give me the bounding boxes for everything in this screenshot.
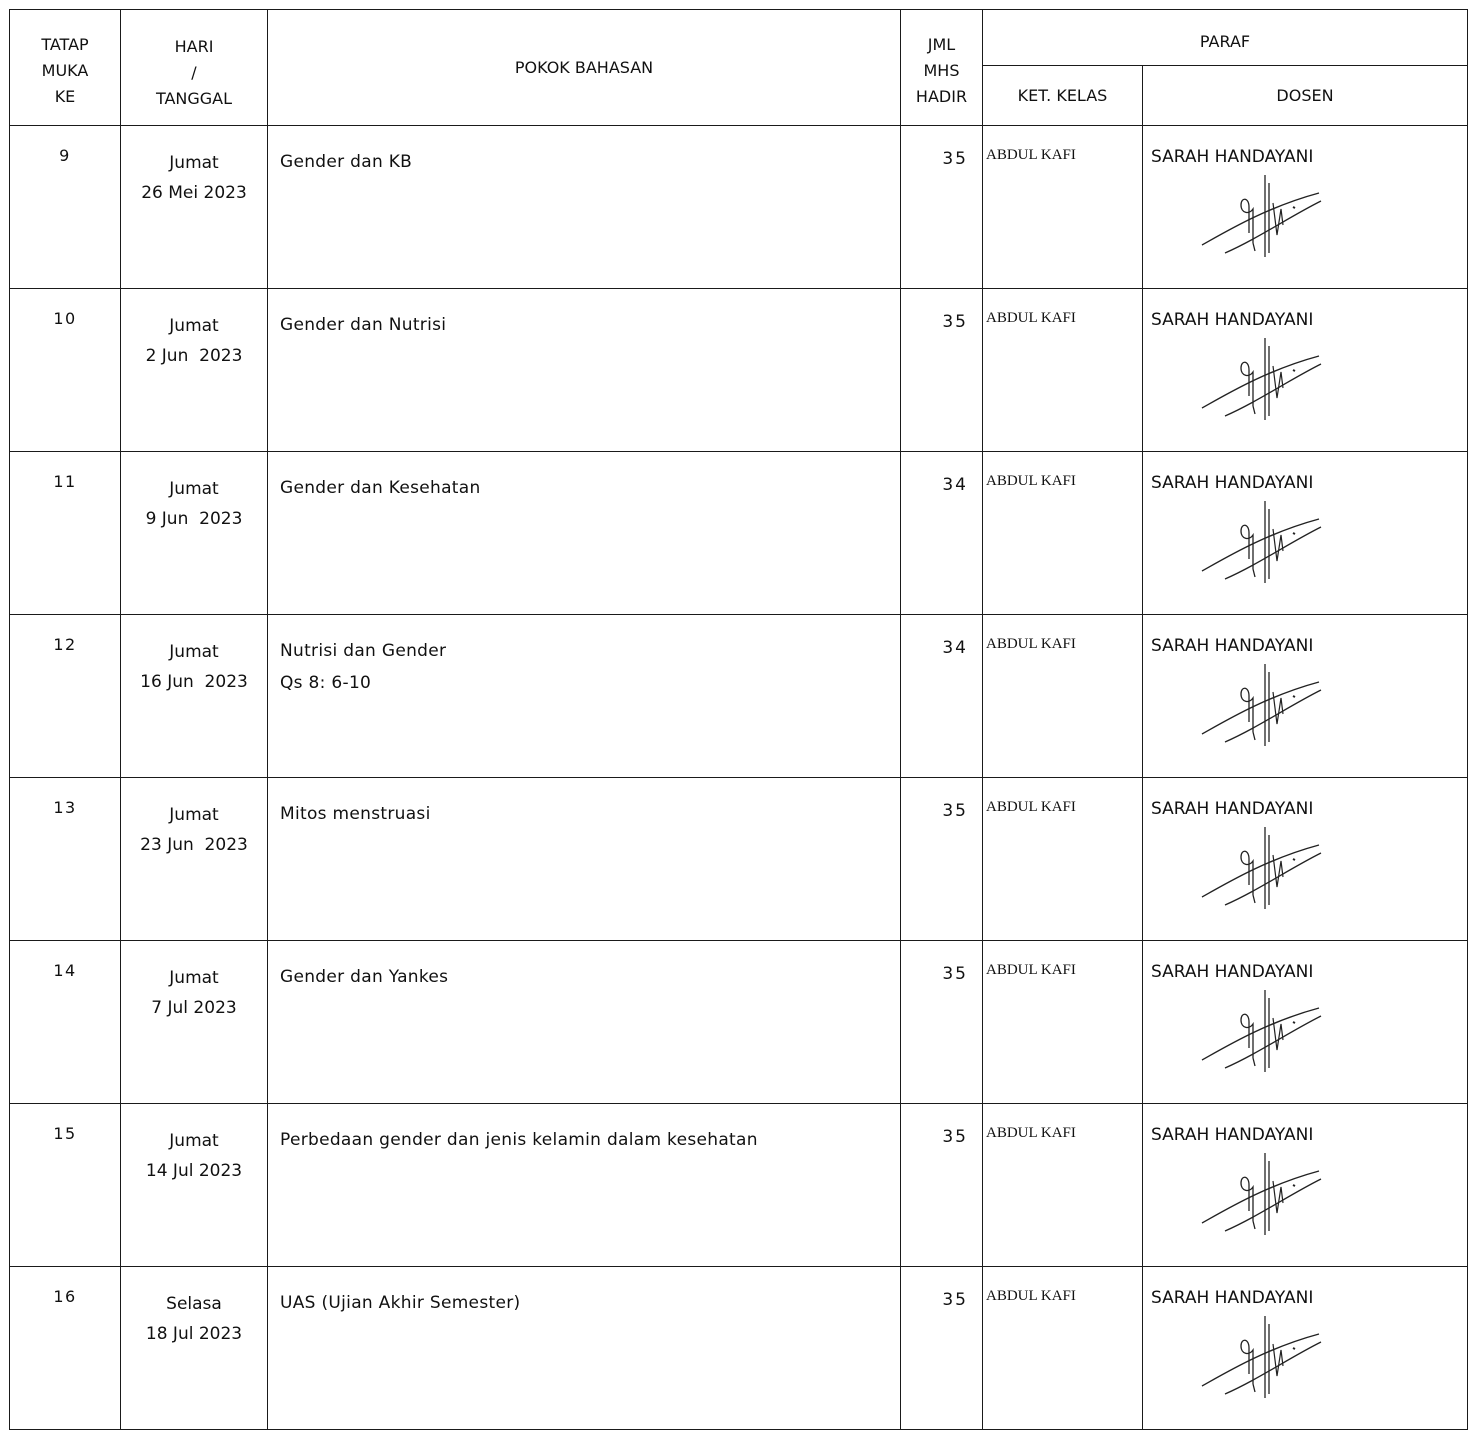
attendance-count-text: 35 bbox=[942, 312, 968, 332]
attendance-count bbox=[901, 126, 983, 289]
lecturer-name: SARAH HANDAYANI bbox=[1151, 310, 1314, 330]
header-date-line3: TANGGAL bbox=[155, 89, 233, 108]
lecturer-cell bbox=[1143, 126, 1468, 289]
day-text: Selasa bbox=[166, 1294, 222, 1314]
class-rep-cell bbox=[983, 778, 1143, 941]
lecturer-name: SARAH HANDAYANI bbox=[1151, 1125, 1314, 1145]
meeting-number-text: 9 bbox=[59, 146, 71, 165]
meeting-number-text: 10 bbox=[53, 309, 77, 328]
table-row bbox=[10, 1267, 1468, 1430]
class-rep-cell bbox=[983, 452, 1143, 615]
header-paraf: PARAF bbox=[983, 10, 1468, 66]
topic-cell bbox=[268, 941, 901, 1104]
date-cell bbox=[121, 126, 268, 289]
date-text: 23 Jun 2023 bbox=[140, 835, 248, 855]
lecturer-name: SARAH HANDAYANI bbox=[1151, 1288, 1314, 1308]
lecturer-name: SARAH HANDAYANI bbox=[1151, 473, 1314, 493]
meeting-number-text: 14 bbox=[53, 961, 77, 980]
table-row bbox=[10, 452, 1468, 615]
attendance-count bbox=[901, 615, 983, 778]
meeting-number bbox=[10, 452, 121, 615]
date-text: 9 Jun 2023 bbox=[145, 509, 243, 529]
class-rep-cell bbox=[983, 126, 1143, 289]
header-count-line3: HADIR bbox=[915, 87, 968, 106]
table-row bbox=[10, 1104, 1468, 1267]
date-cell bbox=[121, 941, 268, 1104]
class-rep-text: ABDUL KAFI bbox=[986, 636, 1076, 652]
topic-cell bbox=[268, 452, 901, 615]
topic-cell bbox=[268, 778, 901, 941]
attendance-count-text: 34 bbox=[942, 475, 968, 495]
day-text: Jumat bbox=[169, 479, 219, 499]
header-lecturer: DOSEN bbox=[1143, 66, 1468, 126]
header-meeting-line1: TATAP bbox=[41, 35, 89, 54]
table-header bbox=[10, 10, 1468, 126]
topic-text: Mitos menstruasi bbox=[280, 804, 431, 824]
attendance-table bbox=[9, 9, 1468, 1430]
day-text: Jumat bbox=[169, 968, 219, 988]
attendance-count-text: 35 bbox=[942, 1290, 968, 1310]
attendance-count bbox=[901, 452, 983, 615]
meeting-number bbox=[10, 126, 121, 289]
table-row bbox=[10, 778, 1468, 941]
meeting-number bbox=[10, 1267, 121, 1430]
topic-text: Perbedaan gender dan jenis kelamin dalam kesehatan bbox=[280, 1130, 758, 1150]
table-body bbox=[10, 126, 1468, 1430]
topic-cell bbox=[268, 615, 901, 778]
topic-text: Gender dan Yankes bbox=[280, 967, 449, 987]
header-topic: POKOK BAHASAN bbox=[268, 10, 901, 126]
meeting-number bbox=[10, 778, 121, 941]
topic-text: Gender dan Kesehatan bbox=[280, 478, 481, 498]
topic-text: Gender dan KB bbox=[280, 152, 413, 172]
date-cell bbox=[121, 1267, 268, 1430]
meeting-number bbox=[10, 941, 121, 1104]
signature-icon bbox=[1197, 499, 1327, 587]
attendance-count bbox=[901, 778, 983, 941]
lecturer-name: SARAH HANDAYANI bbox=[1151, 799, 1314, 819]
class-rep-text: ABDUL KAFI bbox=[986, 1288, 1076, 1304]
meeting-number bbox=[10, 1104, 121, 1267]
meeting-number-text: 12 bbox=[53, 635, 77, 654]
date-cell bbox=[121, 778, 268, 941]
header-meeting-number bbox=[10, 10, 121, 126]
lecturer-name: SARAH HANDAYANI bbox=[1151, 147, 1314, 167]
header-meeting-line3: KE bbox=[54, 87, 76, 106]
class-rep-text: ABDUL KAFI bbox=[986, 310, 1076, 326]
attendance-count-text: 35 bbox=[942, 1127, 968, 1147]
class-rep-text: ABDUL KAFI bbox=[986, 147, 1076, 163]
attendance-count-text: 35 bbox=[942, 149, 968, 169]
lecturer-cell bbox=[1143, 289, 1468, 452]
meeting-number bbox=[10, 615, 121, 778]
attendance-count bbox=[901, 941, 983, 1104]
lecturer-cell bbox=[1143, 1267, 1468, 1430]
signature-icon bbox=[1197, 825, 1327, 913]
header-meeting-line2: MUKA bbox=[41, 61, 89, 80]
topic-text: Gender dan Nutrisi bbox=[280, 315, 447, 335]
class-rep-cell bbox=[983, 941, 1143, 1104]
attendance-count bbox=[901, 289, 983, 452]
header-count-line2: MHS bbox=[923, 61, 960, 80]
date-text: 26 Mei 2023 bbox=[141, 183, 247, 203]
signature-icon bbox=[1197, 1314, 1327, 1402]
class-rep-text: ABDUL KAFI bbox=[986, 799, 1076, 815]
date-text: 7 Jul 2023 bbox=[151, 998, 237, 1018]
date-cell bbox=[121, 289, 268, 452]
topic-cell bbox=[268, 1104, 901, 1267]
header-date-line2: / bbox=[191, 63, 197, 82]
meeting-number-text: 15 bbox=[53, 1124, 77, 1143]
class-rep-text: ABDUL KAFI bbox=[986, 1125, 1076, 1141]
date-cell bbox=[121, 1104, 268, 1267]
attendance-count-text: 35 bbox=[942, 964, 968, 984]
signature-icon bbox=[1197, 988, 1327, 1076]
table-row bbox=[10, 615, 1468, 778]
attendance-count-text: 35 bbox=[942, 801, 968, 821]
signature-icon bbox=[1197, 662, 1327, 750]
lecturer-cell bbox=[1143, 941, 1468, 1104]
lecturer-cell bbox=[1143, 1104, 1468, 1267]
lecturer-name: SARAH HANDAYANI bbox=[1151, 636, 1314, 656]
class-rep-text: ABDUL KAFI bbox=[986, 473, 1076, 489]
meeting-number bbox=[10, 289, 121, 452]
lecturer-cell bbox=[1143, 615, 1468, 778]
header-count-line1: JML bbox=[927, 35, 956, 54]
class-rep-cell bbox=[983, 289, 1143, 452]
lecturer-name: SARAH HANDAYANI bbox=[1151, 962, 1314, 982]
lecturer-cell bbox=[1143, 452, 1468, 615]
day-text: Jumat bbox=[169, 316, 219, 336]
date-text: 14 Jul 2023 bbox=[145, 1161, 243, 1181]
topic-text: UAS (Ujian Akhir Semester) bbox=[280, 1293, 521, 1313]
header-attendance-count bbox=[901, 10, 983, 126]
lecturer-cell bbox=[1143, 778, 1468, 941]
day-text: Jumat bbox=[169, 805, 219, 825]
signature-icon bbox=[1197, 336, 1327, 424]
day-text: Jumat bbox=[169, 1131, 219, 1151]
attendance-count bbox=[901, 1104, 983, 1267]
day-text: Jumat bbox=[169, 642, 219, 662]
topic-subtext: Qs 8: 6-10 bbox=[280, 673, 372, 693]
topic-cell bbox=[268, 289, 901, 452]
table-row bbox=[10, 126, 1468, 289]
topic-cell bbox=[268, 1267, 901, 1430]
signature-icon bbox=[1197, 173, 1327, 261]
date-text: 18 Jul 2023 bbox=[145, 1324, 243, 1344]
table-row bbox=[10, 941, 1468, 1104]
topic-text: Nutrisi dan Gender bbox=[280, 641, 447, 661]
day-text: Jumat bbox=[169, 153, 219, 173]
date-text: 16 Jun 2023 bbox=[140, 672, 248, 692]
meeting-number-text: 16 bbox=[53, 1287, 77, 1306]
table-row bbox=[10, 289, 1468, 452]
header-class-rep: KET. KELAS bbox=[983, 66, 1143, 126]
meeting-number-text: 13 bbox=[53, 798, 77, 817]
meeting-number-text: 11 bbox=[53, 472, 77, 491]
class-rep-cell bbox=[983, 1267, 1143, 1430]
header-date-line1: HARI bbox=[174, 37, 214, 56]
date-text: 2 Jun 2023 bbox=[145, 346, 243, 366]
attendance-count bbox=[901, 1267, 983, 1430]
date-cell bbox=[121, 452, 268, 615]
date-cell bbox=[121, 615, 268, 778]
class-rep-cell bbox=[983, 615, 1143, 778]
class-rep-cell bbox=[983, 1104, 1143, 1267]
signature-icon bbox=[1197, 1151, 1327, 1239]
header-date bbox=[121, 10, 268, 126]
attendance-count-text: 34 bbox=[942, 638, 968, 658]
topic-cell bbox=[268, 126, 901, 289]
class-rep-text: ABDUL KAFI bbox=[986, 962, 1076, 978]
